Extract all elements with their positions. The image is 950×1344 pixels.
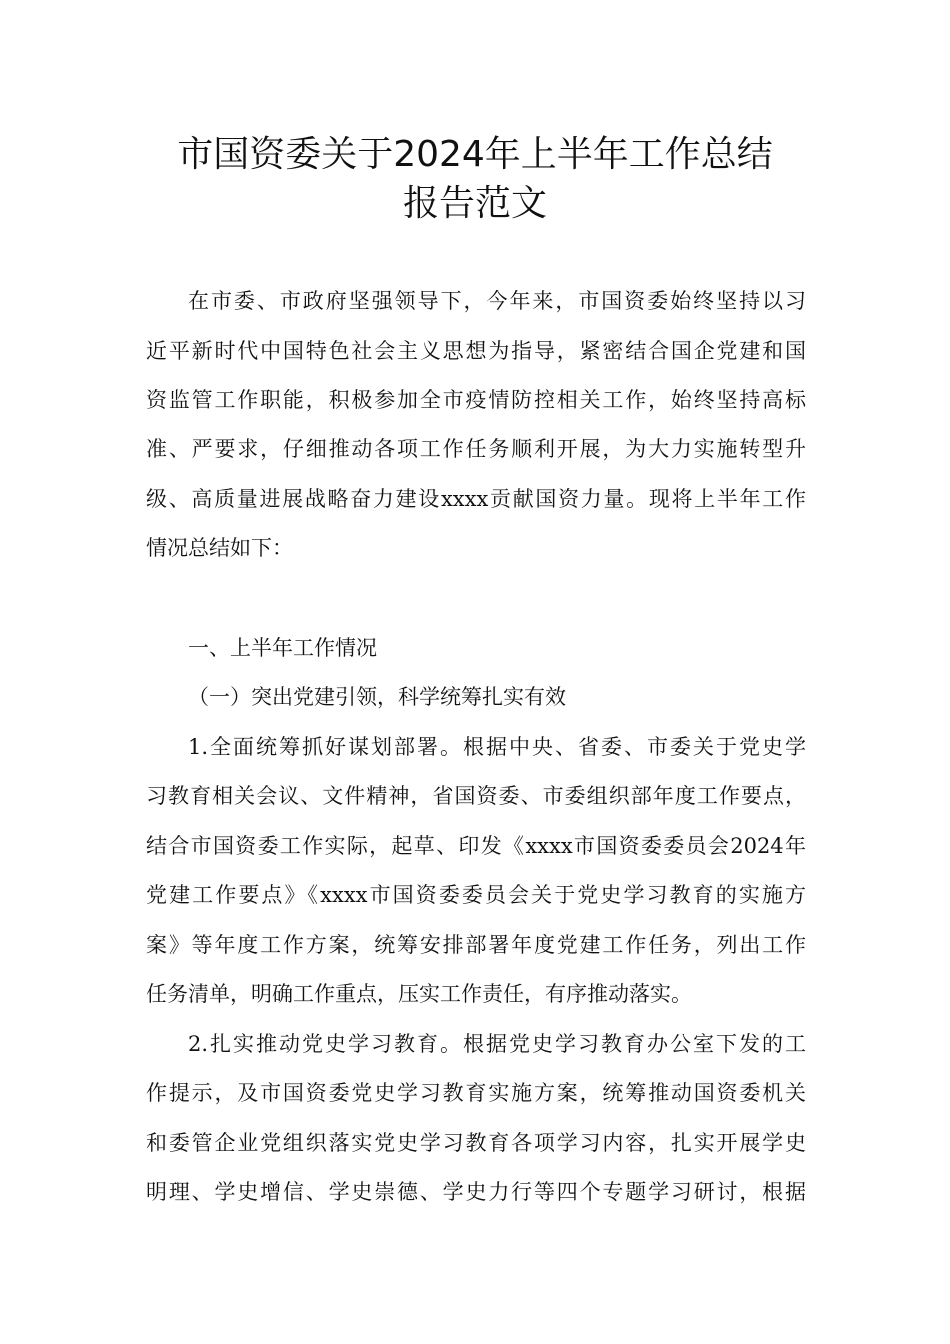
item1-line: 党建工作要点》《xxxx市国资委委员会关于党史学习教育的实施方 <box>146 883 806 907</box>
item1-line: 案》等年度工作方案，统筹安排部署年度党建工作任务，列出工作 <box>146 933 806 957</box>
intro-line: 情况总结如下： <box>146 536 293 560</box>
intro-line: 准、严要求，仔细推动各项工作任务顺利开展，为大力实施转型升 <box>146 437 806 461</box>
item2-line: 明理、学史增信、学史崇德、学史力行等四个专题学习研讨，根据 <box>146 1180 806 1204</box>
item2-line: 和委管企业党组织落实党史学习教育各项学习内容，扎实开展学史 <box>146 1131 806 1155</box>
intro-line: 资监管工作职能，积极参加全市疫情防控相关工作，始终坚持高标 <box>146 388 806 412</box>
item1-line: 任务清单，明确工作重点，压实工作责任，有序推动落实。 <box>146 982 692 1006</box>
intro-line: 在市委、市政府坚强领导下，今年来，市国资委始终坚持以习 <box>188 289 806 313</box>
intro-line: 级、高质量进展战略奋力建设xxxx贡献国资力量。现将上半年工作 <box>146 487 806 511</box>
item1-line: 习教育相关会议、文件精神，省国资委、市委组织部年度工作要点， <box>146 784 806 808</box>
section-heading: 一、上半年工作情况 <box>188 636 377 660</box>
item2-line: 作提示，及市国资委党史学习教育实施方案，统筹推动国资委机关 <box>146 1081 806 1105</box>
item2-line: 2.扎实推动党史学习教育。根据党史学习教育办公室下发的工 <box>188 1032 806 1056</box>
item1-line: 1.全面统筹抓好谋划部署。根据中央、省委、市委关于党史学 <box>188 735 806 759</box>
intro-line: 近平新时代中国特色社会主义思想为指导，紧密结合国企党建和国 <box>146 339 806 363</box>
document-title-line1: 市国资委关于2024年上半年工作总结 <box>177 134 773 175</box>
subsection-heading: （一）突出党建引领，科学统筹扎实有效 <box>188 685 566 709</box>
item1-line: 结合市国资委工作实际，起草、印发《xxxx市国资委委员会2024年 <box>146 834 806 858</box>
document-title-line2: 报告范文 <box>402 183 547 224</box>
